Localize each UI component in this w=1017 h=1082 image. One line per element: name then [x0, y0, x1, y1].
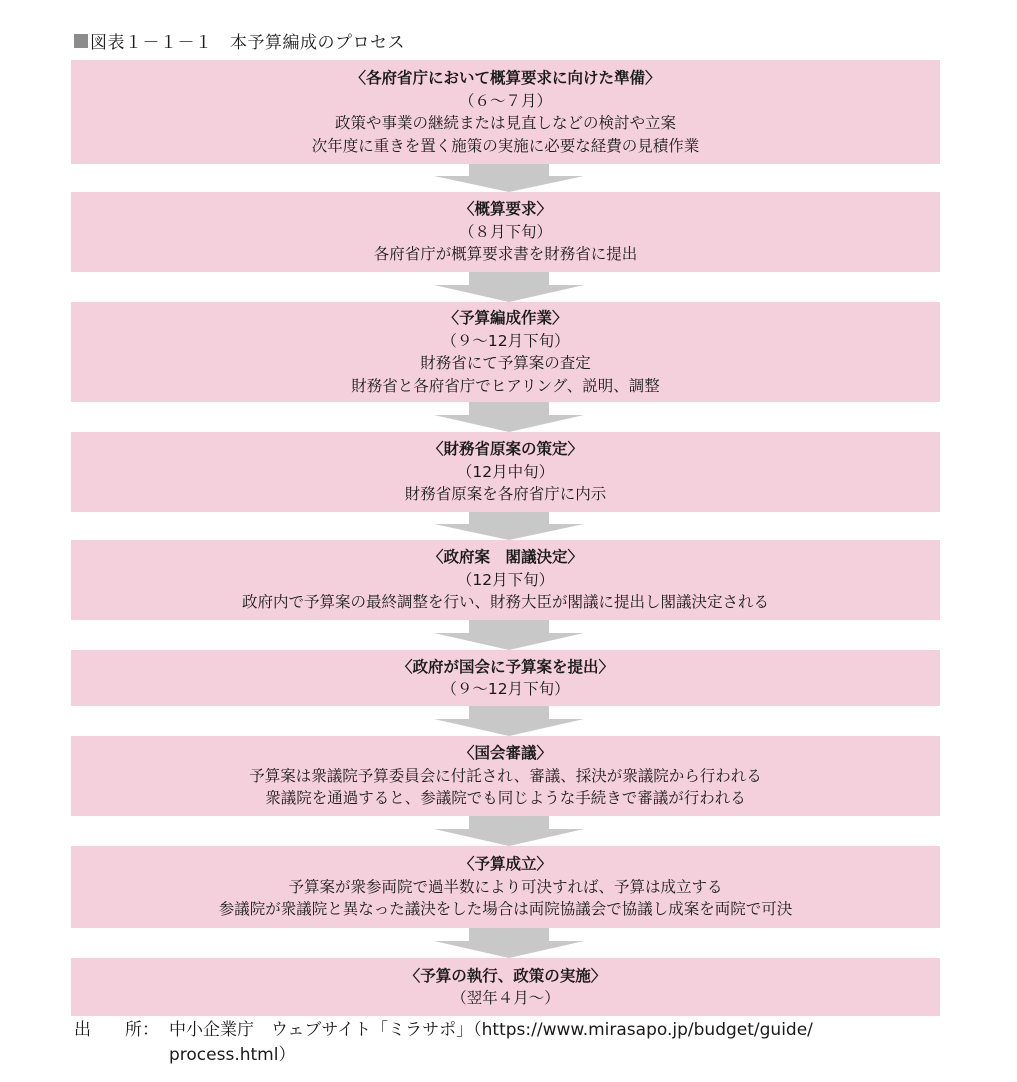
- down-arrow-icon: [71, 402, 940, 432]
- step-box: [71, 540, 940, 620]
- source-text-line2: process.html）: [169, 1045, 296, 1065]
- step-box: [71, 958, 940, 1016]
- down-arrow-icon: [71, 272, 940, 302]
- down-arrow-icon: [71, 816, 940, 846]
- step-line: 政府内で予算案の最終調整を行い、財務大臣が閣議に提出し閣議決定される: [241, 593, 769, 612]
- step-line: （６～７月）: [458, 91, 552, 110]
- square-bullet-icon: [74, 34, 88, 48]
- step-line: （９～12月下旬）: [441, 680, 570, 698]
- source-note: [74, 1018, 813, 1068]
- step-line: 参議院が衆議院と異なった議決をした場合は両院協議会で協議し成案を両院で可決: [218, 900, 793, 919]
- step-line: （12月中旬）: [456, 462, 555, 481]
- step-heading: 〈各府省庁において概算要求に向けた準備〉: [350, 69, 661, 87]
- step-line: （９～12月下旬）: [441, 331, 570, 350]
- step-heading: 〈財務省原案の策定〉: [427, 440, 583, 459]
- step-line: 衆議院を通過すると、参議院でも同じような手続きで審議が行われる: [265, 789, 746, 808]
- step-line: 予算案は衆議院予算委員会に付託され、審議、採決が衆議院から行われる: [249, 766, 762, 785]
- step-line: 予算案が衆参両院で過半数により可決すれば、予算は成立する: [288, 877, 723, 896]
- step-line: 財務省と各府省庁でヒアリング、説明、調整: [351, 376, 660, 395]
- process-flowchart: [71, 60, 940, 1016]
- down-arrow-icon: [71, 620, 940, 650]
- step-heading: 〈概算要求〉: [458, 200, 552, 219]
- step-heading: 〈予算編成作業〉: [443, 309, 568, 327]
- down-arrow-icon: [71, 928, 940, 958]
- source-label: 出 所：: [74, 1020, 159, 1040]
- step-box: [71, 650, 940, 706]
- figure-title-text: 図表１－１－１ 本予算編成のプロセス: [90, 33, 405, 53]
- step-box: [71, 60, 940, 164]
- step-heading: 〈政府案 閣議決定〉: [427, 548, 583, 567]
- down-arrow-icon: [71, 164, 940, 192]
- step-heading: 〈予算の執行、政策の実施〉: [404, 966, 607, 985]
- step-box: [71, 432, 940, 512]
- step-box: [71, 736, 940, 816]
- down-arrow-icon: [71, 706, 940, 736]
- step-heading: 〈予算成立〉: [458, 855, 552, 874]
- step-box: [71, 846, 940, 928]
- step-box: [71, 302, 940, 402]
- step-line: 財務省原案を各府省庁に内示: [404, 485, 607, 504]
- figure-title: [74, 28, 405, 53]
- step-line: （８月下旬）: [458, 222, 552, 241]
- step-box: [71, 192, 940, 272]
- down-arrow-icon: [71, 512, 940, 540]
- step-heading: 〈国会審議〉: [458, 744, 552, 763]
- step-heading: 〈政府が国会に予算案を提出〉: [396, 657, 614, 676]
- step-line: 次年度に重きを置く施策の実施に必要な経費の見積作業: [311, 136, 700, 155]
- source-text-line1: 中小企業庁 ウェブサイト「ミラサポ」（https://www.mirasapo.jp/budget/guide/: [169, 1020, 813, 1040]
- step-line: （12月下旬）: [456, 570, 555, 589]
- step-line: 政策や事業の継続または見直しなどの検討や立案: [334, 114, 676, 132]
- step-line: 各府省庁が概算要求書を財務省に提出: [373, 245, 638, 264]
- step-line: （翌年４月～）: [451, 989, 560, 1007]
- step-line: 財務省にて予算案の査定: [420, 354, 591, 372]
